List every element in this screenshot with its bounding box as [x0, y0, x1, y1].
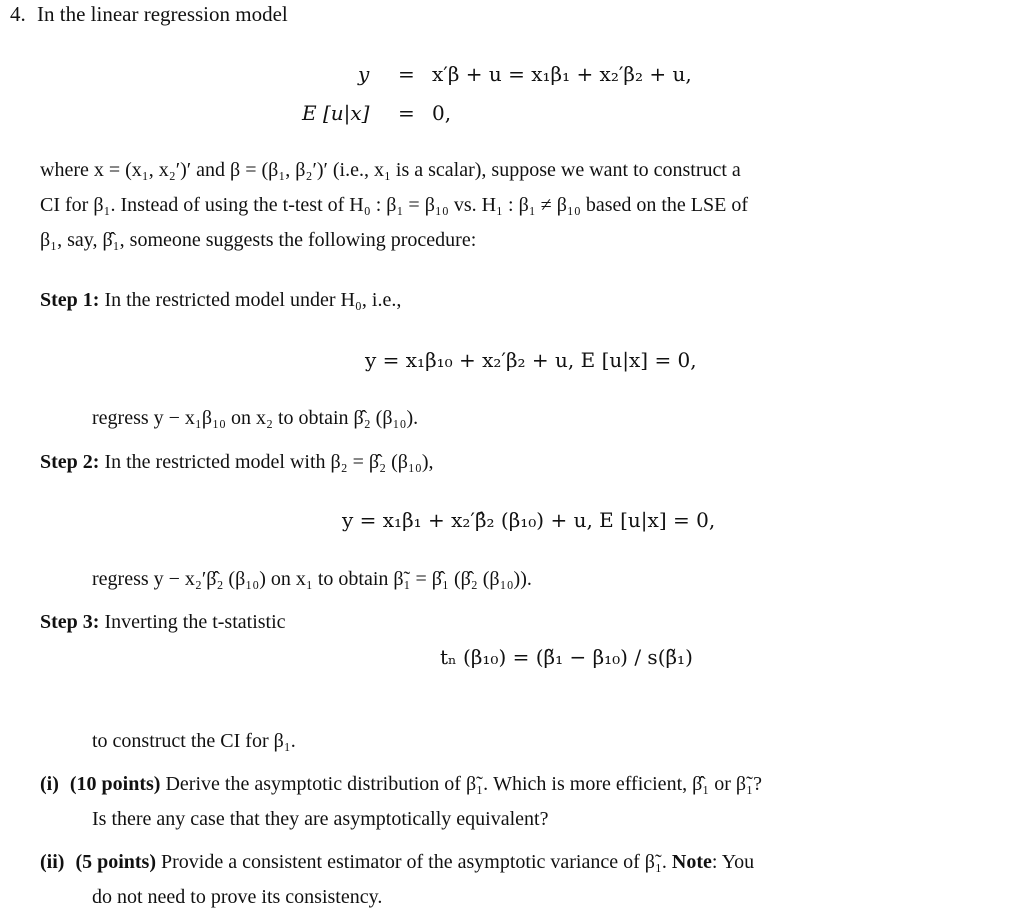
problem-number: 4.: [10, 2, 26, 26]
t-statistic-formula: tₙ (β₁₀) = (β̃₁ − β₁₀) / s(β̃₁): [440, 645, 693, 669]
question-ii-text: Provide a consistent estimator of the asymptotic variance of β̃₁.: [161, 851, 667, 873]
question-ii-label: (ii): [40, 851, 65, 873]
where-line-1: where x = (x₁, x₂′)′ and β = (β₁, β₂′)′ (i.e., x₁ is a scalar), suppose we want to construct a: [40, 159, 741, 181]
step-2: [40, 450, 434, 474]
question-ii-points: (5 points): [75, 851, 157, 873]
to-construct-line: to construct the CI for β₁.: [92, 730, 296, 752]
step-1-equation: y = x₁β₁₀ + x₂′β₂ + u, E [u|x] = 0,: [365, 348, 697, 372]
model-lhs-1: y: [358, 62, 370, 86]
question-i-text-2: Is there any case that they are asymptotically equivalent?: [92, 808, 549, 830]
model-rhs-1: x′β + u = x₁β₁ + x₂′β₂ + u,: [432, 62, 692, 86]
question-i-points: (10 points): [69, 773, 161, 795]
model-lhs-2: E [u|x]: [302, 101, 370, 125]
question-ii-note-text: : You: [711, 851, 755, 873]
question-ii-text-2: do not need to prove its consistency.: [92, 886, 383, 908]
step-2-text: In the restricted model with β₂ = β̂₂ (β₁₀),: [104, 451, 434, 473]
eq-sign-1: =: [398, 62, 415, 86]
step-1-after: regress y − x₁β₁₀ on x₂ to obtain β̂₂ (β₁₀).: [92, 407, 419, 429]
step-1-label: Step 1:: [40, 289, 100, 311]
question-i: [40, 772, 762, 796]
question-i-label: (i): [40, 773, 59, 795]
model-rhs-2: 0,: [432, 101, 452, 125]
eq-sign-2: =: [398, 101, 415, 125]
where-line-2: CI for β₁. Instead of using the t-test of H₀ : β₁ = β₁₀ vs. H₁ : β₁ ≠ β₁₀ based on the LSE of: [40, 194, 749, 216]
step-3-label: Step 3:: [40, 611, 100, 633]
where-line-3: β₁, say, β̂₁, someone suggests the following procedure:: [40, 229, 477, 251]
step-2-label: Step 2:: [40, 451, 100, 473]
step-1-text: In the restricted model under H₀, i.e.,: [104, 289, 402, 311]
step-2-after: regress y − x₂′β̂₂ (β₁₀) on x₁ to obtain β̃₁ = β̂₁ (β̂₂ (β₁₀)).: [92, 568, 532, 590]
step-3: [40, 610, 286, 634]
question-i-text: Derive the asymptotic distribution of β̃₁. Which is more efficient, β̂₁ or β̃₁?: [165, 773, 762, 795]
problem-intro: In the linear regression model: [37, 2, 288, 26]
question-ii: [40, 850, 754, 874]
step-3-text: Inverting the t-statistic: [104, 611, 286, 633]
step-1: [40, 288, 401, 312]
question-ii-note-label: Note: [671, 851, 712, 873]
step-2-equation: y = x₁β₁ + x₂′β̂₂ (β₁₀) + u, E [u|x] = 0,: [342, 508, 716, 532]
problem-heading: [10, 2, 288, 26]
